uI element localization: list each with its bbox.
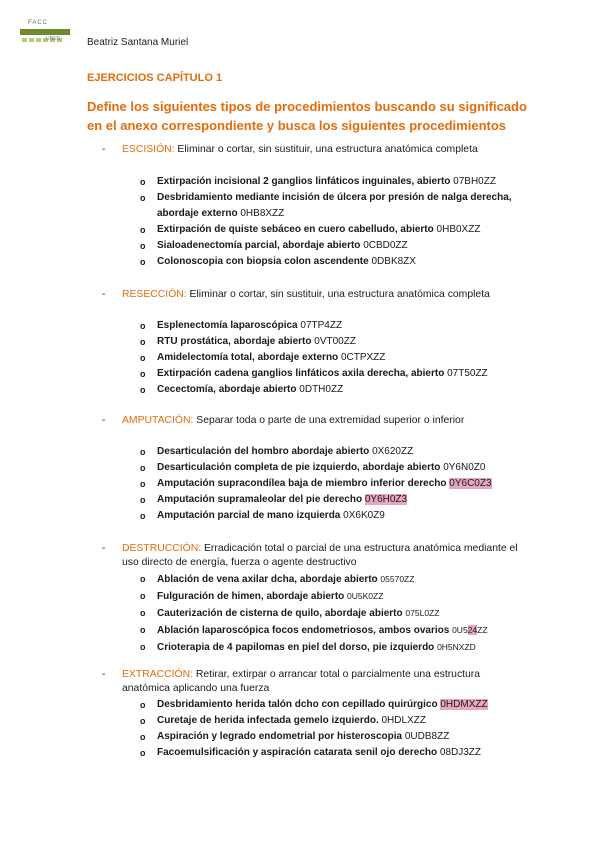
section-keyword: DESTRUCCIÓN:: [122, 543, 202, 554]
procedure-code: 0U5K0ZZ: [347, 591, 384, 601]
procedure-code: 07BH0ZZ: [453, 176, 496, 187]
section-keyword: AMPUTACIÓN:: [122, 415, 194, 426]
procedure-code: 0VT00ZZ: [314, 336, 356, 347]
procedure-list: [140, 444, 530, 524]
logo: [20, 20, 70, 44]
list-item: o Extirpación cadena ganglios linfáticos axila derecha, abierto 07T50ZZ: [140, 368, 488, 379]
list-item: o Cecectomía, abordaje abierto 0DTH0ZZ: [140, 384, 344, 395]
section-definition: Erradicación total o parcial de una estructura anatómica mediante el uso directo de energía, fuerza o agente destructivo: [122, 543, 518, 568]
list-item: o Crioterapia de 4 papilomas en piel del dorso, pie izquierdo 0H5NXZD: [140, 642, 476, 653]
list-item: o Ablación laparoscópica focos endometriosos, ambos ovarios 0U524ZZ: [140, 625, 488, 636]
list-item: o Desarticulación completa de pie izquierdo, abordaje abierto 0Y6N0Z0: [140, 462, 486, 473]
section-dash: -: [102, 144, 106, 155]
section-definition: Retirar, extirpar o arrancar total o parcialmente una estructura anatómica aplicando una fuerza: [122, 669, 481, 694]
section-heading: [122, 143, 522, 157]
procedure-code: 0CBD0ZZ: [363, 240, 408, 251]
list-item: o Amputación parcial de mano izquierda 0X6K0Z9: [140, 510, 385, 521]
author-name: Beatriz Santana Muriel: [87, 37, 189, 48]
section-heading: [122, 288, 522, 302]
list-item: o Amputación supracondílea baja de miembro inferior derecho 0Y6C0Z3: [140, 478, 492, 489]
chapter-title: EJERCICIOS CAPÍTULO 1: [87, 72, 223, 84]
list-item: o Amputación supramaleolar del pie derecho 0Y6H0Z3: [140, 494, 408, 505]
procedure-code: 0Y6N0Z0: [443, 462, 486, 473]
section-keyword: RESECCIÓN:: [122, 289, 187, 300]
list-item: o Aspiración y legrado endometrial por histeroscopia 0UDB8ZZ: [140, 731, 450, 742]
list-item: o Esplenectomía laparoscópica 07TP4ZZ: [140, 320, 343, 331]
list-item: o Fulguración de himen, abordaje abierto 0U5K0ZZ: [140, 591, 384, 602]
procedure-code-highlighted: 0Y6C0Z3: [449, 478, 492, 489]
highlighted-fragment: 24: [467, 625, 478, 635]
section-definition: Eliminar o cortar, sin sustituir, una estructura anatómica completa: [174, 144, 478, 155]
procedure-code: 07T50ZZ: [447, 368, 488, 379]
list-item: o Cauterización de cisterna de quilo, abordaje abierto 075L0ZZ: [140, 608, 440, 619]
logo-bar: [20, 29, 70, 35]
section-heading: [122, 542, 522, 570]
procedure-code: 0CTPXZZ: [340, 352, 386, 363]
procedure-list: [140, 174, 530, 270]
procedure-code: 08DJ3ZZ: [439, 747, 482, 758]
procedure-list: [140, 318, 530, 398]
list-item: o Desarticulación del hombro abordaje abierto 0X620ZZ: [140, 446, 414, 457]
procedure-code: 0UDB8ZZ: [404, 731, 450, 742]
procedure-code: 0DBK8ZX: [371, 256, 416, 267]
list-item: o Colonoscopia con biopsia colon ascendente 0DBK8ZX: [140, 256, 416, 267]
exercise-instructions: Define los siguientes tipos de procedimientos buscando su significado en el anexo correspondiente y busca los siguientes procedimientos: [87, 99, 527, 133]
procedure-list: [140, 697, 530, 761]
section-dash: -: [102, 289, 106, 300]
list-item: o RTU prostática, abordaje abierto 0VT00ZZ: [140, 336, 356, 347]
procedure-code-highlighted: 0HDMXZZ: [440, 699, 488, 710]
list-item: o Desbridamiento mediante incisión de úlcera por presión de nalga derecha, abordaje externo 0HB8XZZ: [140, 192, 512, 219]
section-dash: -: [102, 415, 106, 426]
procedure-code: 05570ZZ: [380, 574, 415, 584]
list-item: o Desbridamiento herida talón dcho con cepillado quirúrgico 0HDMXZZ: [140, 699, 488, 710]
procedure-code: 07TP4ZZ: [300, 320, 343, 331]
section-keyword: EXTRACCIÓN:: [122, 669, 194, 680]
procedure-code: 0H5NXZD: [437, 642, 476, 652]
procedure-code: 0X6K0Z9: [343, 510, 385, 521]
list-item: o Extirpación incisional 2 ganglios linfáticos inguinales, abierto 07BH0ZZ: [140, 176, 496, 187]
section-keyword: ESCISIÓN:: [122, 144, 175, 155]
section-definition: Separar toda o parte de una extremidad superior o inferior: [193, 415, 465, 426]
procedure-code: 075L0ZZ: [405, 608, 440, 618]
procedure-code: 0X620ZZ: [372, 446, 414, 457]
list-item: o Sialoadenectomía parcial, abordaje abierto 0CBD0ZZ: [140, 240, 408, 251]
procedure-code: 0HDLXZZ: [381, 715, 426, 726]
list-item: o Amidelectomía total, abordaje externo 0CTPXZZ: [140, 352, 386, 363]
section-heading: [122, 414, 522, 428]
procedure-code: 0U524ZZ: [452, 625, 488, 635]
procedure-code: 0DTH0ZZ: [299, 384, 344, 395]
logo-text-bottom: UNED: [46, 36, 61, 42]
procedure-code: 0HB8XZZ: [240, 208, 285, 219]
logo-text-top: FACC: [28, 20, 49, 26]
section-dash: -: [102, 669, 106, 680]
section-heading: [122, 668, 522, 696]
procedure-code: 0HB0XZZ: [436, 224, 481, 235]
section-definition: Eliminar o cortar, sin sustituir, una estructura anatómica completa: [186, 289, 490, 300]
list-item: o Extirpación de quiste sebáceo en cuero cabelludo, abierto 0HB0XZZ: [140, 224, 481, 235]
list-item: o Facoemulsificación y aspiración catarata senil ojo derecho 08DJ3ZZ: [140, 747, 482, 758]
procedure-code-highlighted: 0Y6H0Z3: [364, 494, 408, 505]
section-dash: -: [102, 543, 106, 554]
list-item: o Ablación de vena axilar dcha, abordaje abierto 05570ZZ: [140, 574, 415, 585]
procedure-list: [140, 571, 530, 656]
list-item: o Curetaje de herida infectada gemelo izquierdo. 0HDLXZZ: [140, 715, 426, 726]
